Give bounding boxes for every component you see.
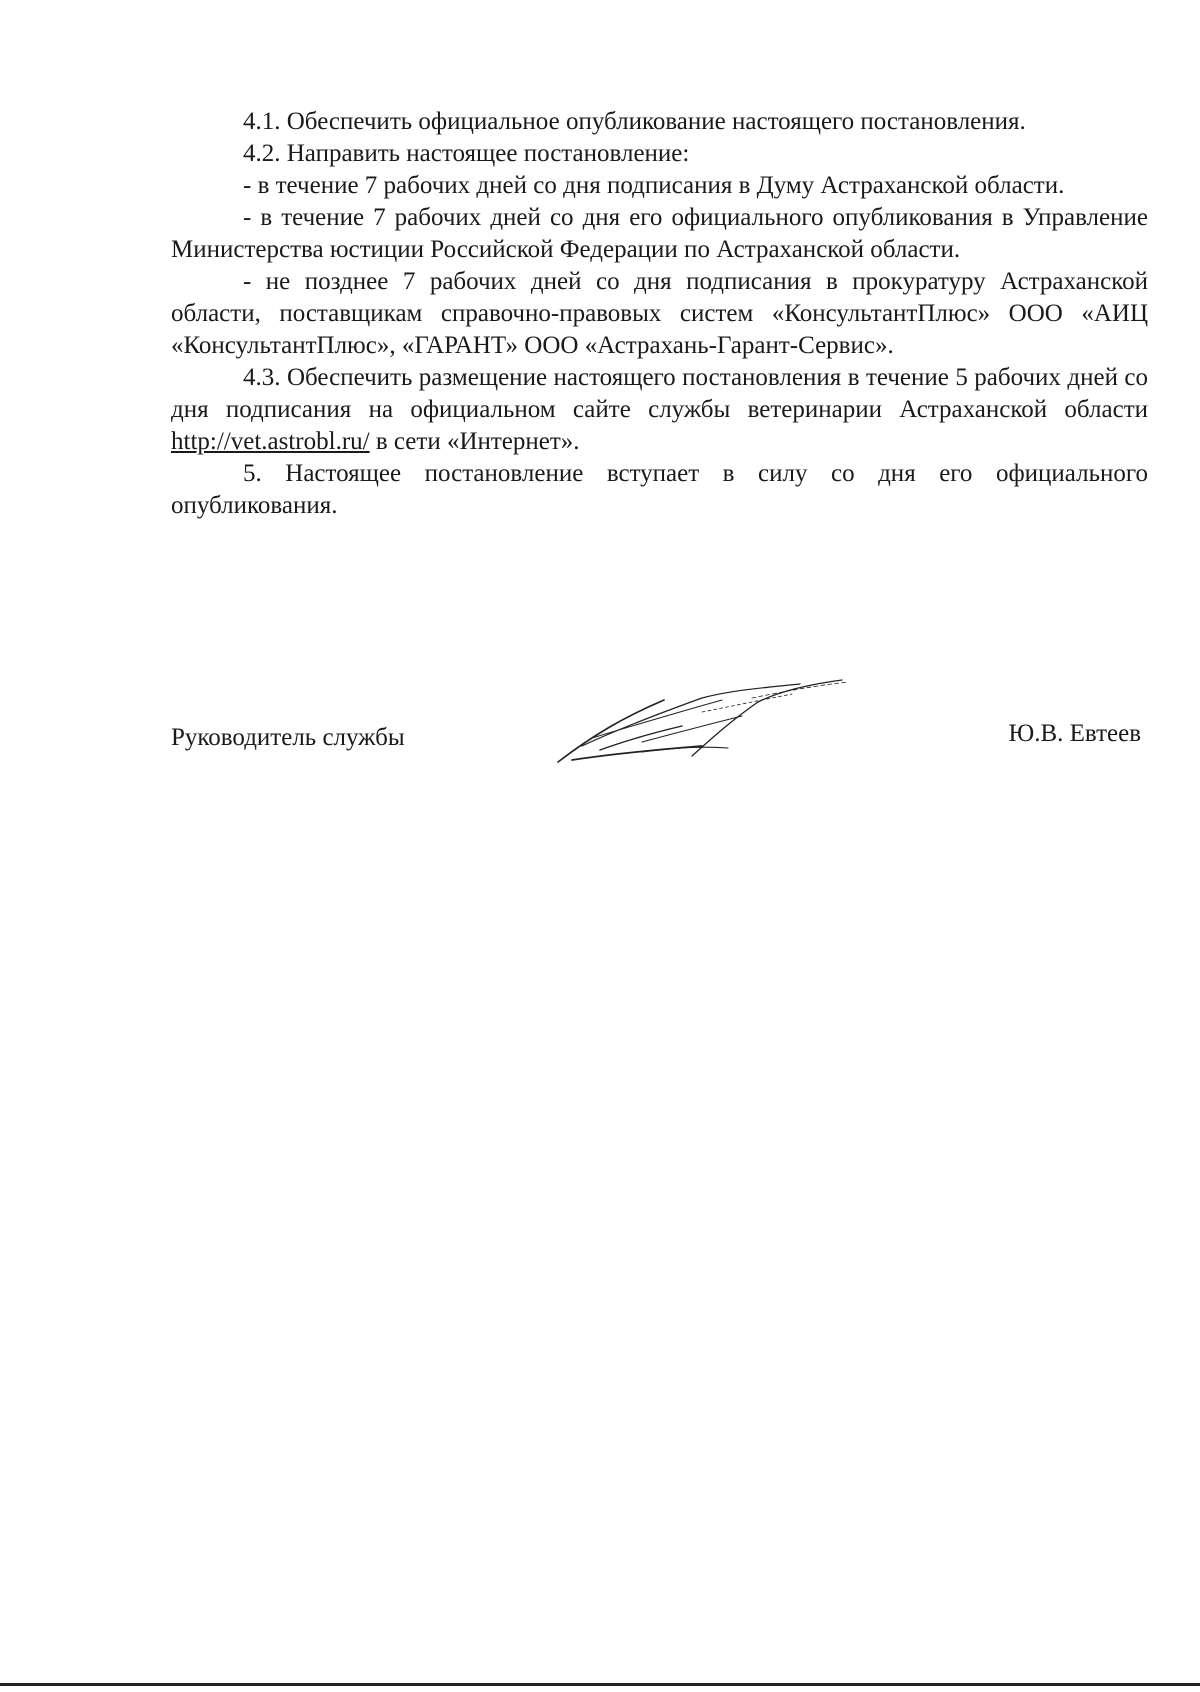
document-body xyxy=(171,106,1148,522)
signatory-name: Ю.В. Евтеев xyxy=(1008,720,1141,747)
paragraph-4-1: 4.1. Обеспечить официальное опубликование настоящего постановления. xyxy=(243,108,1026,135)
signatory-title: Руководитель службы xyxy=(171,724,405,751)
paragraph-4-3-text: 4.3. Обеспечить размещение настоящего постановления в течение 5 рабочих дней со дня подписания на официальном сайте службы ветеринарии Астраханской области xyxy=(171,364,1148,423)
paragraph-5: 5. Настоящее постановление вступает в силу со дня его официального опубликования. xyxy=(171,460,1148,519)
bottom-edge-divider xyxy=(0,1683,1200,1686)
handwritten-signature-icon xyxy=(552,676,852,768)
paragraph-4-2: 4.2. Направить настоящее постановление: xyxy=(243,140,690,167)
paragraph-4-3-tail: в сети «Интернет». xyxy=(369,428,580,455)
website-link[interactable]: http://vet.astrobl.ru/ xyxy=(171,428,370,455)
paragraph-duma: - в течение 7 рабочих дней со дня подписания в Думу Астраханской области. xyxy=(243,172,1065,199)
paragraph-ministry: - в течение 7 рабочих дней со дня его официального опубликования в Управление Министерства юстиции Российской Федерации по Астраханской области. xyxy=(171,204,1148,263)
paragraph-4-3 xyxy=(171,362,1148,458)
paragraph-prosecutor: - не позднее 7 рабочих дней со дня подписания в прокуратуру Астраханской области, поставщикам справочно-правовых систем «КонсультантПлюс» ООО «АИЦ «КонсультантПлюс», «ГАРАНТ» ООО «Астрахань-Гарант-Сервис». xyxy=(171,268,1148,359)
